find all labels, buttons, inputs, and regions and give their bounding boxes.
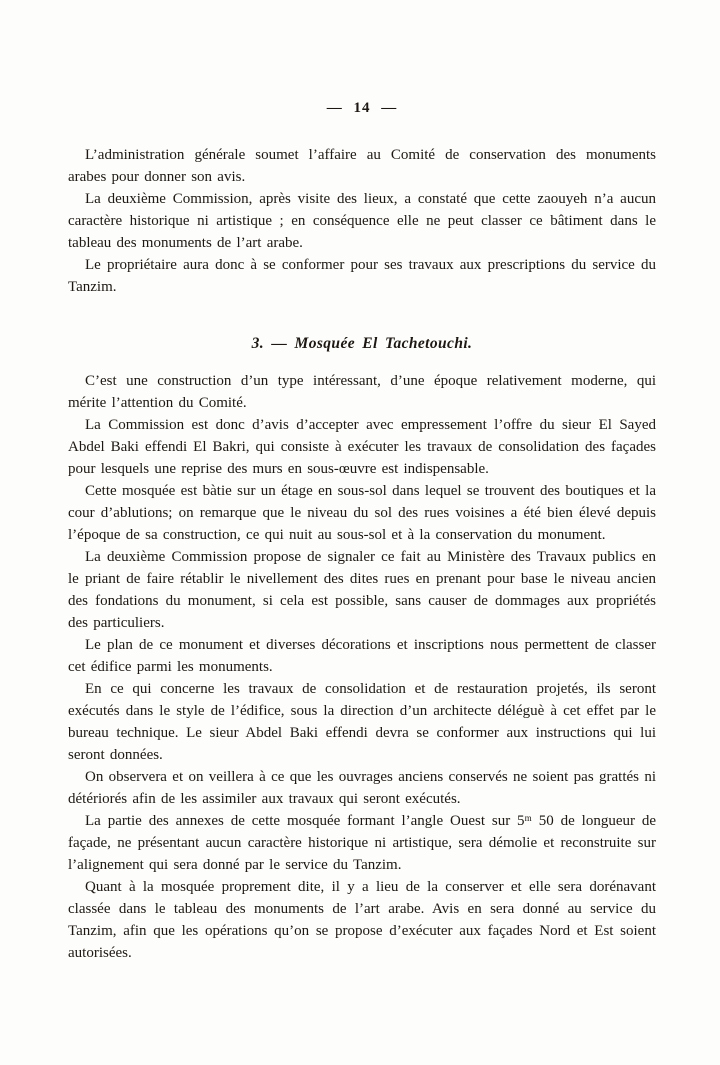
section-heading: 3. — Mosquée El Tachetouchi. <box>251 335 473 352</box>
page-number: — 14 — <box>326 100 398 116</box>
paragraph: Cette mosquée est bàtie sur un étage en sous-sol dans lequel se trouvent des boutiques et la cour d’ablutions; on remarque que le niveau du sol des rues voisines a été bien élevé depuis l’époque de sa construction, ce qui nuit au sous-sol et à la conservation du monument. <box>68 483 656 543</box>
paragraph: On observera et on veillera à ce que les ouvrages anciens conservés ne soient pas grattés ni détériorés afin de les assimiler aux travaux qui seront exécutés. <box>68 769 656 807</box>
paragraph: Quant à la mosquée proprement dite, il y a lieu de la conserver et elle sera dorénavant classée dans le tableau des monuments de l’art arabe. Avis en sera donné au service du Tanzim, afin que les opérations qu’on se propose d’exécuter aux façades Nord et Est soient autorisées. <box>68 879 656 961</box>
paragraph: Le plan de ce monument et diverses décorations et inscriptions nous permettent de classer cet édifice parmi les monuments. <box>68 637 656 675</box>
paragraph: L’administration générale soumet l’affaire au Comité de conservation des monuments arabes pour donner son avis. <box>68 147 656 185</box>
paragraph: C’est une construction d’un type intéressant, d’une époque relativement moderne, qui mérite l’attention du Comité. <box>68 373 656 411</box>
paragraph: La Commission est donc d’avis d’accepter avec empressement l’offre du sieur El Sayed Abdel Baki effendi El Bakri, qui consiste à exécuter les travaux de consolidation des façades pour lesquels une reprise des murs en sous-œuvre est indispensable. <box>68 417 656 477</box>
paragraph: La partie des annexes de cette mosquée formant l’angle Ouest sur 5ᵐ 50 de longueur de façade, ne présentant aucun caractère historique ni artistique, sera démolie et reconstruite sur l’alignement qui sera donné par le service du Tanzim. <box>68 813 656 873</box>
paragraph: En ce qui concerne les travaux de consolidation et de restauration projetés, ils seront exécutés dans le style de l’édifice, sous la direction d’un architecte déléguè à cet effet par le bureau technique. Le sieur Abdel Baki effendi devra se conformer aux instructions qui lui seront données. <box>68 681 656 763</box>
paragraph: La deuxième Commission, après visite des lieux, a constaté que cette zaouyeh n’a aucun caractère historique ni artistique ; en conséquence elle ne peut classer ce bâtiment dans le tableau des monuments de l’art arabe. <box>68 191 656 251</box>
paragraph: Le propriétaire aura donc à se conformer pour ses travaux aux prescriptions du service du Tanzim. <box>68 257 656 295</box>
paragraph: La deuxième Commission propose de signaler ce fait au Ministère des Travaux publics en le priant de faire rétablir le nivellement des dites rues en prenant pour base le niveau ancien des fondations du monument, si cela est possible, sans causer de dommages aux propriétés des particuliers. <box>68 549 656 631</box>
